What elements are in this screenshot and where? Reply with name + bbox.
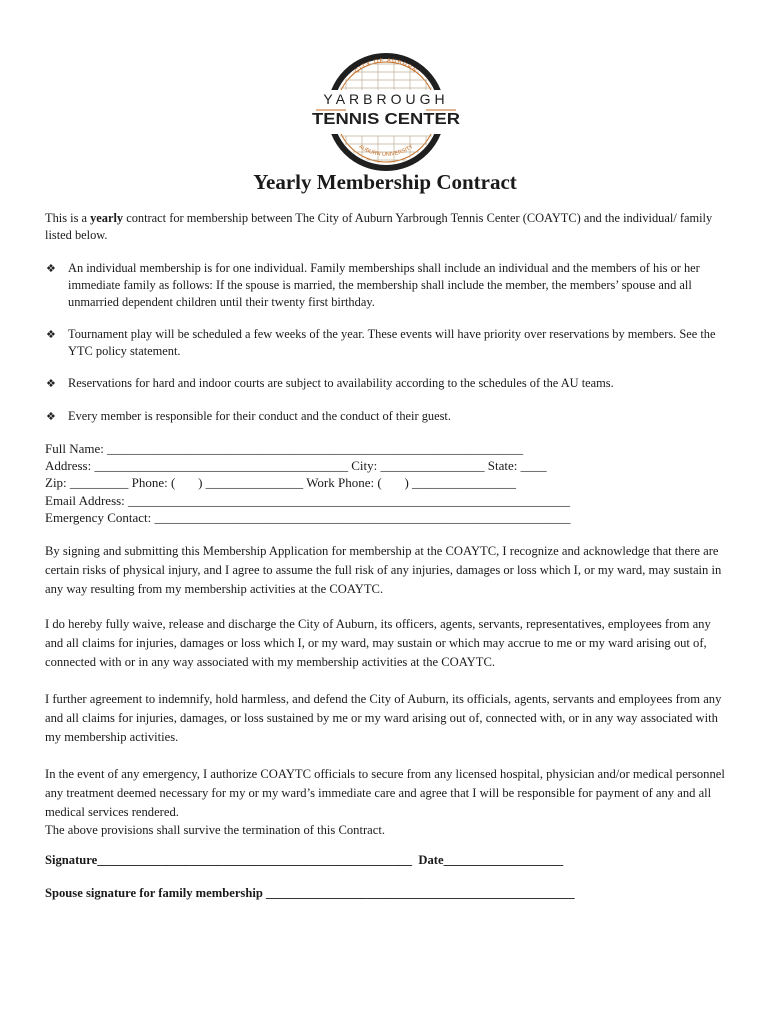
spouse-signature-line[interactable]: Spouse signature for family membership _________________________________________________ [45,886,575,900]
logo-graphic [306,44,466,174]
page-title: Yearly Membership Contract [253,170,517,194]
logo-line1-text: YARBROUGH [323,91,449,107]
logo-arc-bottom-text: AUBURN UNIVERSITY [357,143,415,158]
diamond-bullet-icon: ❖ [46,328,56,341]
diamond-bullet-icon: ❖ [46,262,56,275]
indemnify-paragraph: I further agreement to indemnify, hold harmless, and defend the City of Auburn, its officials, agents, servants and employees from any and all claims for injuries, damages, or loss sustained by me or my ward arising out of, connected with, or in any way associated with my membership activities. [45,692,722,744]
signature-date-line[interactable]: Signature__________________________________________________ Date___________________ [45,853,564,867]
survival-clause-text: The above provisions shall survive the termination of this Contract. [45,823,385,838]
logo-arc-top-text: CITY OF AUBURN [354,57,418,75]
member-info-form [45,440,735,526]
intro-text-after: contract for membership between The City of Auburn Yarbrough Tennis Center (COAYTC) and the individual/ family listed below. [45,211,713,242]
list-item [45,326,720,360]
list-item [45,260,720,311]
email-address-field[interactable]: Email Address: ____________________________________________________________________ [45,492,571,508]
intro-paragraph [45,210,715,244]
list-item-text: Tournament play will be scheduled a few weeks of the year. These events will have priority over reservations by members. See the YTC policy statement. [68,327,716,358]
diamond-bullet-icon: ❖ [46,410,56,423]
full-name-field[interactable]: Full Name: ________________________________________________________________ [45,441,524,456]
list-item-text: Reservations for hard and indoor courts are subject to availability according to the schedules of the AU teams. [68,376,614,390]
list-item-text: Every member is responsible for their conduct and the conduct of their guest. [68,409,451,423]
list-item-text: An individual membership is for one individual. Family memberships shall include an individual and the members of his or her immediate family as follows: If the spouse is married, the membership shall include the member, the members’ spouse and all unmarried dependent children until their twenty first birthday. [68,261,700,309]
list-item [45,375,720,392]
risk-acknowledgement-paragraph: By signing and submitting this Membership Application for membership at the COAYTC, I recognize and acknowledge that there are certain risks of physical injury, and I agree to assume the full risk of any injuries, damages or loss which I, or my ward, may sustain in any way resulting from my membership activities at the COAYTC. [45,544,722,596]
intro-text-bold: yearly [90,211,124,225]
intro-text-before: This is a [45,211,91,225]
emergency-contact-field[interactable]: Emergency Contact: ________________________________________________________________ [45,509,571,525]
emergency-authorization-text: In the event of any emergency, I authorize COAYTC officials to secure from any licensed hospital, physician and/or medical personnel any treatment deemed necessary for my or my ward’s immediate care and agree that I will be responsible for payment of any and all medical services rendered. [45,767,725,819]
zip-phone-field[interactable]: Zip: _________ Phone: ( ) _______________ Work Phone: ( ) ________________ [45,475,517,491]
yarbrough-tennis-center-logo [306,44,466,174]
waiver-paragraph: I do hereby fully waive, release and discharge the City of Auburn, its officers, agents, servants, representatives, employees from any and all claims for injuries, damages or loss which I, or my ward, may sustain or which may accrue to me or my ward arising out of, connected with or in any way associated with my membership activities at the COAYTC. [45,617,711,669]
list-item [45,408,720,425]
logo-line2-text: TENNIS CENTER [312,111,461,128]
address-field[interactable]: Address: _______________________________________ City: ________________ State: ____ [45,458,547,474]
diamond-bullet-icon: ❖ [46,377,56,390]
terms-list [45,260,720,425]
emergency-paragraph-block [45,765,728,840]
